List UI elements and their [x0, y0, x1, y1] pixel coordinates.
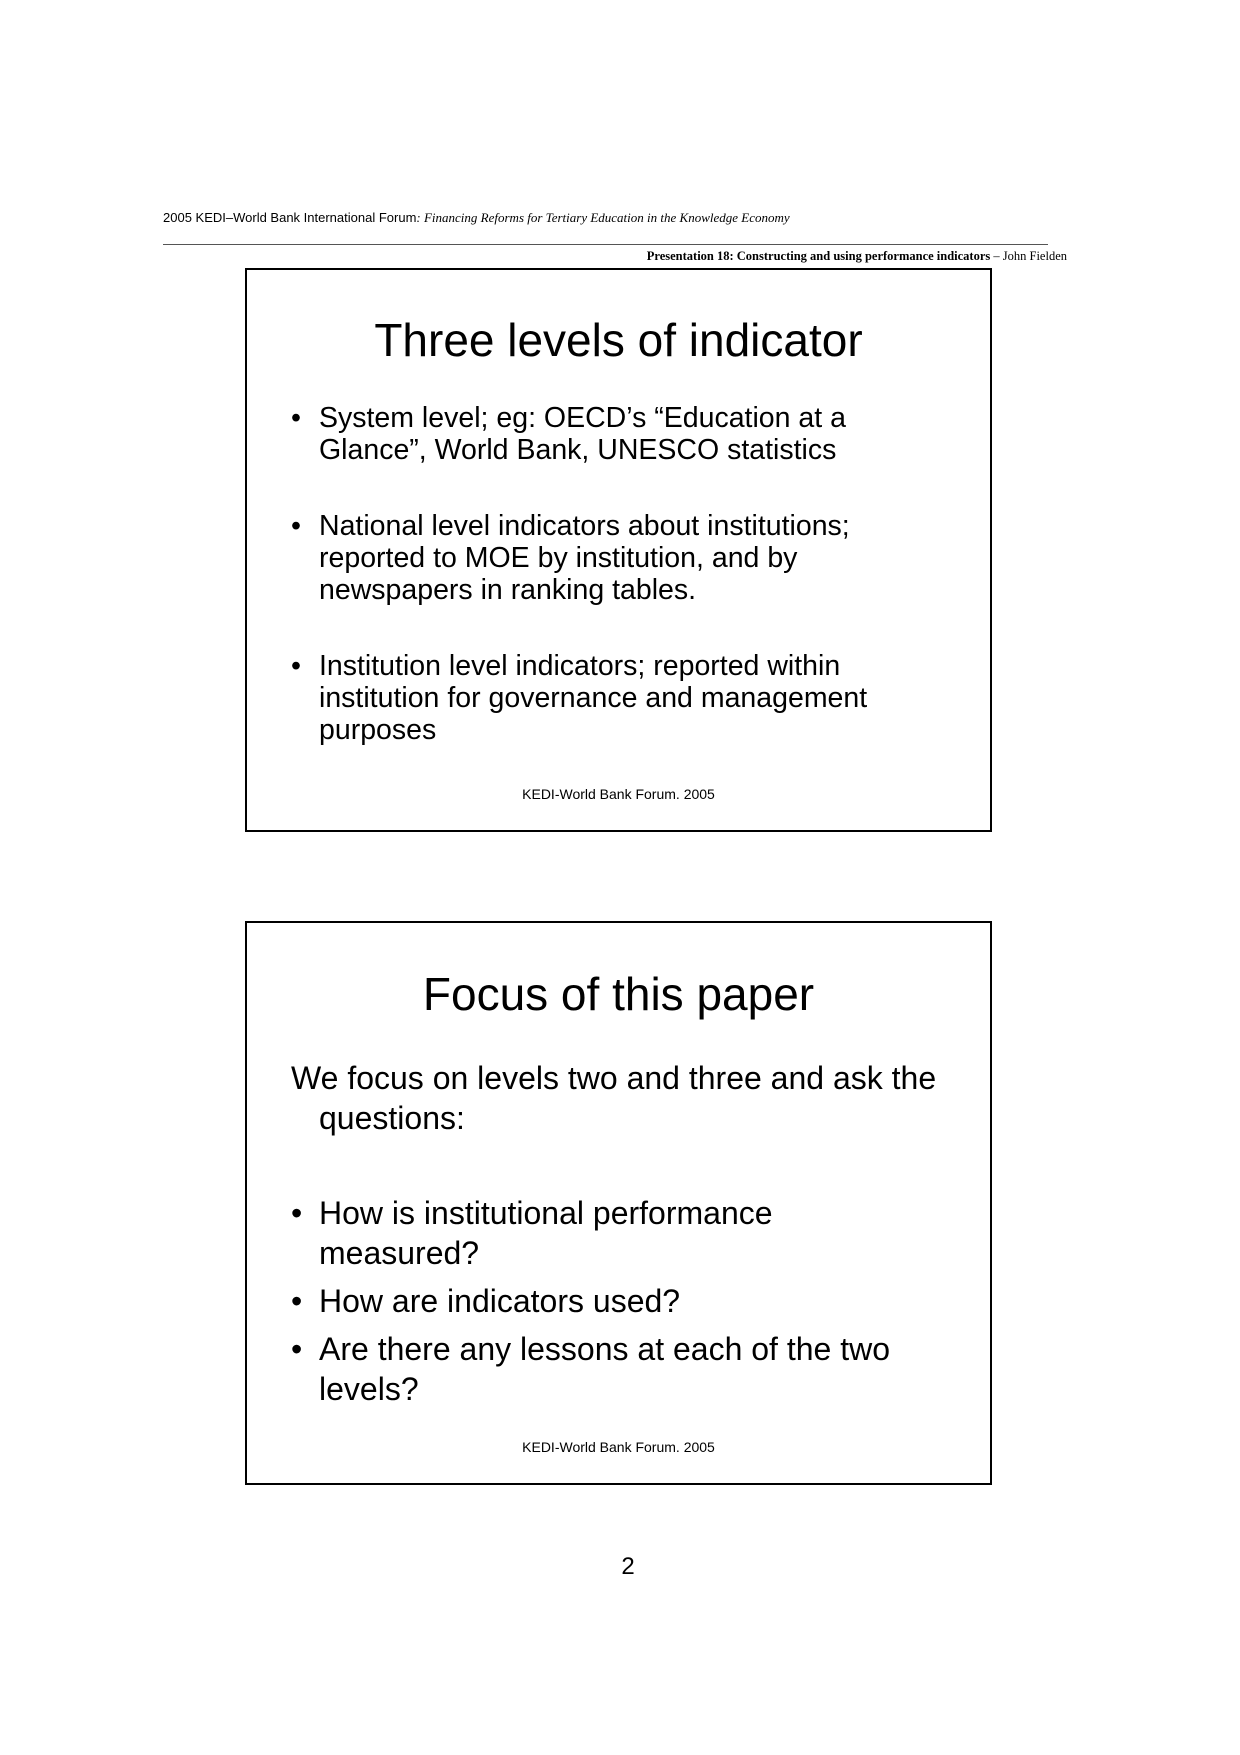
forum-name: 2005 KEDI–World Bank International Forum — [163, 210, 417, 225]
running-header — [163, 210, 790, 226]
slide-footer: KEDI-World Bank Forum. 2005 — [522, 1439, 715, 1455]
slide-focus — [245, 921, 992, 1485]
bullet-list — [291, 1193, 931, 1417]
slide-title: Three levels of indicator — [374, 314, 863, 366]
header-divider — [163, 244, 1048, 245]
forum-subtitle: : Financing Reforms for Tertiary Education in the Knowledge Economy — [416, 210, 790, 225]
slide-title: Focus of this paper — [422, 968, 815, 1020]
bullet-item: • How are indicators used? — [291, 1281, 931, 1321]
bullet-item: • System level; eg: OECD’s “Education at a Glance”, World Bank, UNESCO statistics — [291, 402, 911, 466]
bullet-item: • How is institutional performance measured? — [291, 1193, 931, 1273]
bullet-item: • Are there any lessons at each of the two levels? — [291, 1329, 931, 1409]
slide-three-levels — [245, 268, 992, 832]
page-number: 2 — [621, 1553, 635, 1580]
slide-footer: KEDI-World Bank Forum. 2005 — [522, 786, 715, 802]
bullet-item: • National level indicators about institutions; reported to MOE by institution, and by newspapers in ranking tables. — [291, 510, 911, 606]
presentation-author: – John Fielden — [990, 249, 1067, 263]
slide-intro: We focus on levels two and three and ask the questions: — [291, 1060, 937, 1136]
bullet-item: • Institution level indicators; reported within institution for governance and management purposes — [291, 650, 911, 746]
bullet-list — [291, 402, 911, 790]
presentation-header — [647, 249, 1067, 264]
presentation-label: Presentation 18: Constructing and using performance indicators — [646, 249, 991, 263]
